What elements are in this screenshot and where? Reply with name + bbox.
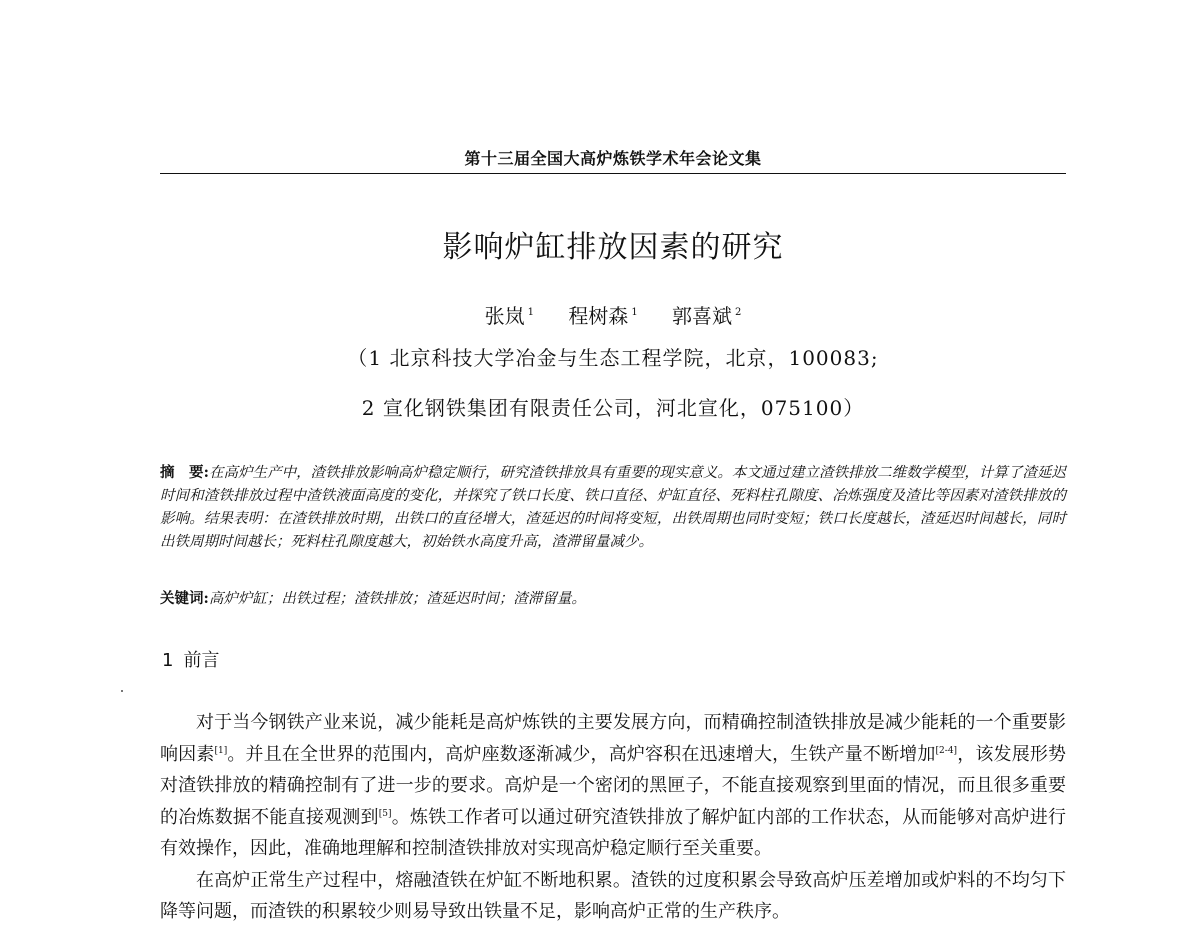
running-head: 第十三届全国大高炉炼铁学术年会论文集 <box>464 149 762 168</box>
header-rule <box>160 173 1066 174</box>
author <box>672 300 741 329</box>
citation: [1] <box>214 745 228 756</box>
author-name: 张岚 <box>484 304 525 328</box>
author-affil-mark: 1 <box>527 307 534 319</box>
section-title: 前言 <box>183 650 220 671</box>
author-name: 郭喜斌 <box>672 304 733 328</box>
keywords <box>160 588 1066 610</box>
author <box>568 300 637 329</box>
paragraph-text: ，该发展形势对渣铁排放的精确控制有了进一步的要求。高炉是一个密闭的黑匣子，不能直接观察到里面的情况，而且很多重要的冶炼数据不能直接观测到 <box>160 743 1067 828</box>
paragraph-text: 。并且在全世界的范围内，高炉座数逐渐减少，高炉容积在迅速增大，生铁产量不断增加 <box>227 743 936 765</box>
paragraph-text: 对于当今钢铁产业来说，减少能耗是高炉炼铁的主要发展方向，而精确控制渣铁排放是减少能耗的一个重要影响因素 <box>160 712 1066 765</box>
paragraph-text: 。炼铁工作者可以通过研究渣铁排放了解炉缸内部的工作状态，从而能够对高炉进行有效操作，因此，准确地理解和控制渣铁排放对实现高炉稳定顺行至关重要。 <box>160 806 1067 859</box>
scan-speck <box>121 690 123 692</box>
citation: [5] <box>378 808 392 819</box>
abstract <box>160 461 1066 554</box>
abstract-text: 在高炉生产中，渣铁排放影响高炉稳定顺行，研究渣铁排放具有重要的现实意义。本文通过建立渣铁排放二维数学模型，计算了渣延迟时间和渣铁排放过程中渣铁液面高度的变化，并探究了铁口长度、铁口直径、炉缸直径、死料柱孔隙度、冶炼强度及渣比等因素对渣铁排放的影响。结果表明：在渣铁排放时期，出铁口的直径增大，渣延迟的时间将变短，出铁周期也同时变短；铁口长度越长，渣延迟时间越长，同时出铁周期时间越长；死料柱孔隙度越大，初始铁水高度升高，渣滞留量减少。 <box>160 465 1066 550</box>
author <box>485 300 534 329</box>
affiliation-2: 2 宣化钢铁集团有限责任公司，河北宣化，075100） <box>361 396 865 420</box>
author-affil-mark: 2 <box>735 307 742 319</box>
affiliation-1: （1 北京科技大学冶金与生态工程学院，北京，100083; <box>347 346 879 370</box>
paper-title: 影响炉缸排放因素的研究 <box>442 230 784 265</box>
author-affil-mark: 1 <box>631 307 638 319</box>
keywords-text: 高炉炉缸；出铁过程；渣铁排放；渣延迟时间；渣滞留量。 <box>208 591 586 607</box>
citation: [2-4] <box>935 745 958 756</box>
body-text <box>160 707 1066 928</box>
keywords-label: 关键词: <box>160 590 209 607</box>
abstract-label: 摘 要: <box>160 464 209 481</box>
author-list <box>160 300 1066 329</box>
section-heading <box>162 646 219 672</box>
paragraph <box>160 707 1066 865</box>
section-number: 1 <box>162 650 174 671</box>
paragraph: 在高炉正常生产过程中，熔融渣铁在炉缸不断地积累。渣铁的过度积累会导致高炉压差增加或炉料的不均匀下降等问题，而渣铁的积累较少则易导致出铁量不足，影响高炉正常的生产秩序。 <box>160 869 1066 922</box>
author-name: 程树森 <box>568 304 629 328</box>
